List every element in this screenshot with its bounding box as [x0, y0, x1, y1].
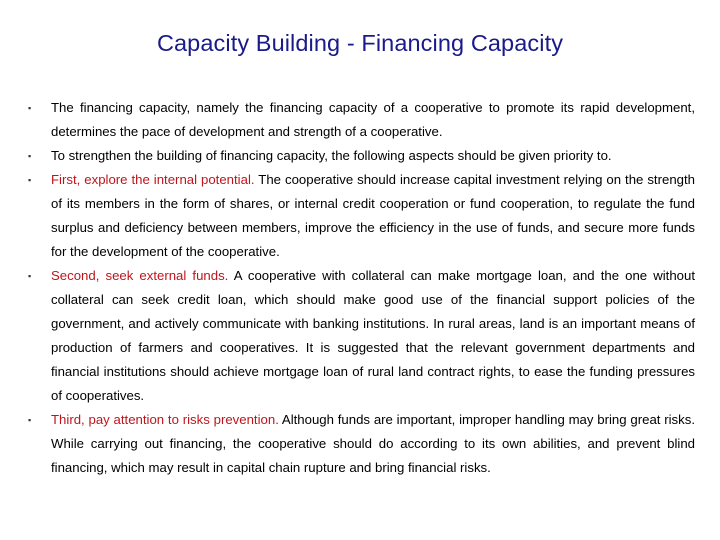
bullet-marker-icon: ▪ [28, 175, 32, 185]
bullet-item-external-funds [25, 264, 695, 408]
bullet-text: The cooperative should increase capital investment relying on the strength of its members in the form of shares, or internal credit cooperation or fund cooperation, to regulate the fund surplus and deficiency between members, improve the efficiency in the use of funds, and secure more funds for the development of the cooperative. [51, 172, 695, 259]
bullet-text: A cooperative with collateral can make mortgage loan, and the one without collateral can seek credit loan, which should make good use of the financial support policies of the government, and actively communicate with banking institutions. In rural areas, land is an important means of production of farmers and cooperatives. It is suggested that the relevant government departments and financial institutions should achieve mortgage loan of rural land contract rights, to ease the funding pressures of cooperatives. [51, 268, 695, 403]
bullet-item-risk-prevention [25, 408, 695, 480]
bullet-item-priority-aspects [25, 144, 695, 168]
bullet-text: To strengthen the building of financing capacity, the following aspects should be given priority to. [51, 148, 612, 163]
bullet-list [25, 96, 695, 480]
bullet-marker-icon: ▪ [28, 415, 32, 425]
bullet-text: The financing capacity, namely the financing capacity of a cooperative to promote its rapid development, determines the pace of development and strength of a cooperative. [51, 100, 695, 139]
bullet-item-internal-potential [25, 168, 695, 264]
bullet-lead-highlight: First, explore the internal potential. [51, 172, 255, 187]
slide-title: Capacity Building - Financing Capacity [156, 30, 564, 56]
bullet-text: Although funds are important, improper handling may bring great risks. While carrying out financing, the cooperative should do according to its own abilities, and prevent blind financing, which may result in capital chain rupture and bring financial risks. [51, 412, 695, 475]
bullet-marker-icon: ▪ [28, 151, 32, 161]
bullet-item-financing-capacity [25, 96, 695, 144]
bullet-lead-highlight: Second, seek external funds. [51, 268, 229, 283]
bullet-marker-icon: ▪ [28, 271, 32, 281]
bullet-lead-highlight: Third, pay attention to risks prevention. [51, 412, 279, 427]
bullet-marker-icon: ▪ [28, 103, 32, 113]
